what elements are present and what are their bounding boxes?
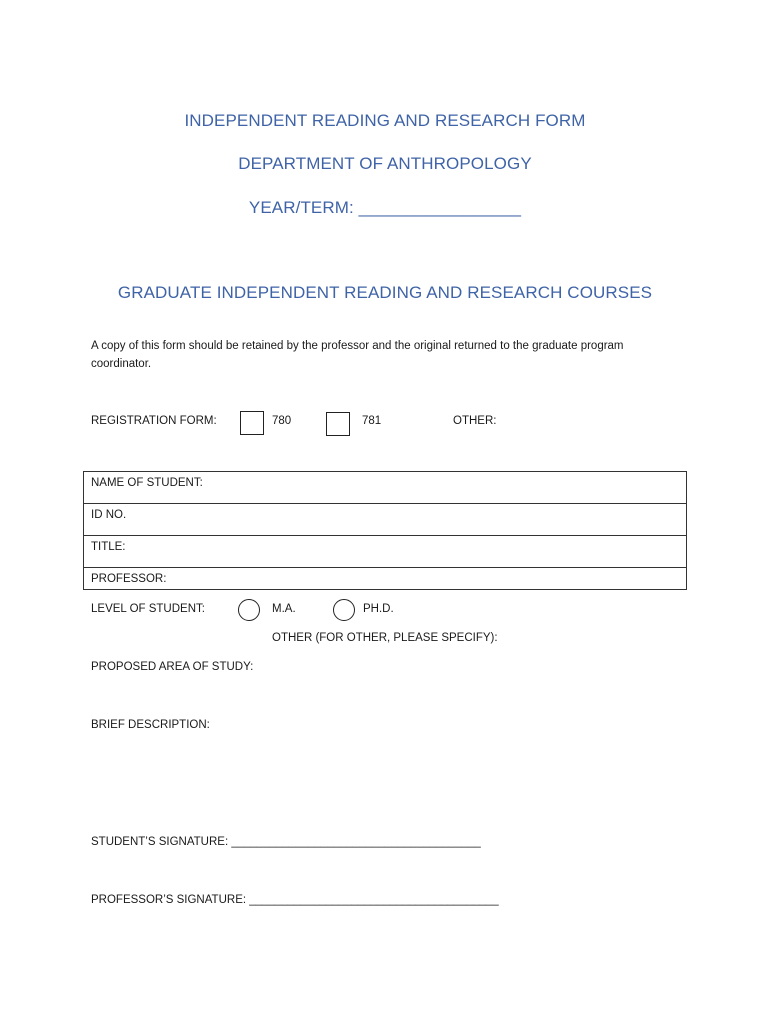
name-of-student-label: NAME OF STUDENT: (91, 477, 203, 489)
registration-label: REGISTRATION FORM: (91, 415, 217, 427)
id-no-field[interactable] (84, 504, 686, 536)
radio-ma[interactable] (238, 599, 260, 621)
radio-ma-label: M.A. (272, 603, 296, 615)
checkbox-781-label: 781 (362, 415, 382, 427)
title-label: TITLE: (91, 541, 126, 553)
radio-phd[interactable] (333, 599, 355, 621)
section-title: GRADUATE INDEPENDENT READING AND RESEARCH COURSES (117, 283, 653, 302)
year-term-line[interactable]: YEAR/TERM: _________________ (248, 198, 522, 217)
form-title: INDEPENDENT READING AND RESEARCH FORM (184, 111, 586, 130)
professor-label: PROFESSOR: (91, 573, 167, 585)
id-no-label: ID NO. (91, 509, 127, 521)
intro-text: A copy of this form should be retained by the professor and the original returned to the graduate program coordinator. (91, 340, 624, 370)
student-signature-line[interactable]: STUDENT’S SIGNATURE: _______________________________________ (91, 836, 481, 848)
level-label: LEVEL OF STUDENT: (91, 603, 205, 615)
name-of-student-field[interactable] (84, 472, 686, 504)
checkbox-781[interactable] (326, 412, 350, 436)
level-other-label[interactable]: OTHER (FOR OTHER, PLEASE SPECIFY): (272, 632, 498, 644)
professor-field[interactable] (84, 568, 686, 589)
title-field[interactable] (84, 536, 686, 568)
brief-description-label[interactable]: BRIEF DESCRIPTION: (91, 719, 210, 731)
student-info-table (83, 471, 687, 590)
checkbox-780[interactable] (240, 411, 264, 435)
registration-other-label[interactable]: OTHER: (453, 415, 497, 427)
radio-phd-label: PH.D. (363, 603, 394, 615)
proposed-area-label[interactable]: PROPOSED AREA OF STUDY: (91, 661, 254, 673)
checkbox-780-label: 780 (272, 415, 292, 427)
professor-signature-line[interactable]: PROFESSOR’S SIGNATURE: _______________________________________ (91, 894, 499, 906)
department-title: DEPARTMENT OF ANTHROPOLOGY (238, 154, 532, 173)
